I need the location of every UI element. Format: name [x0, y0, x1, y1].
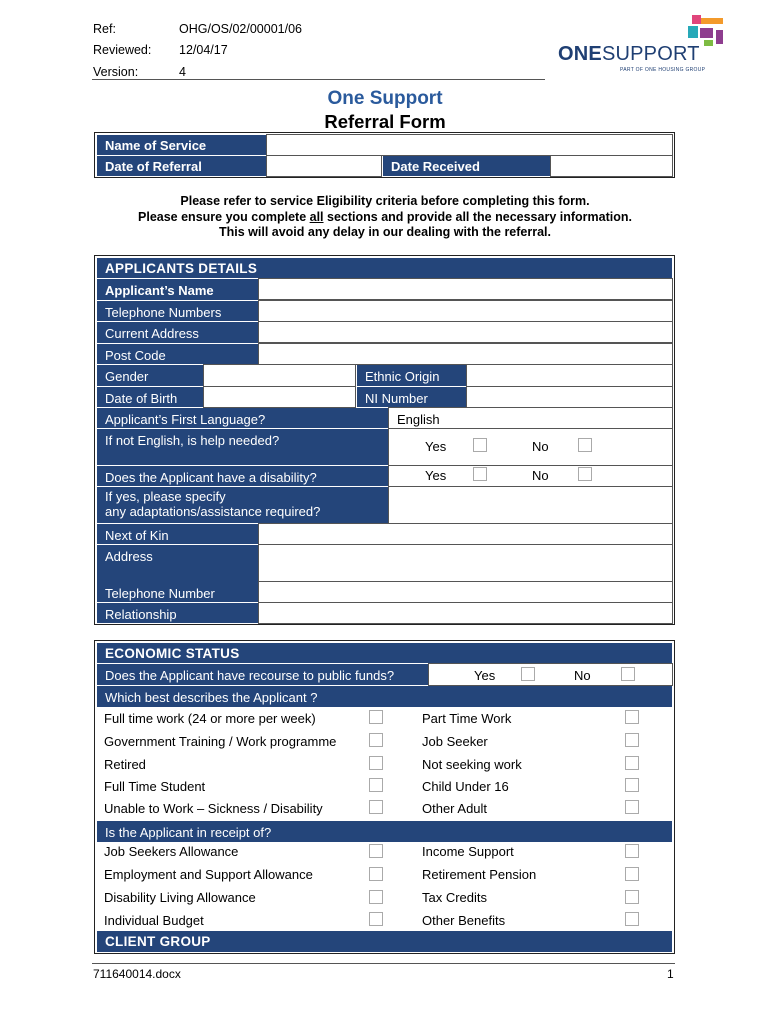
describe-option-label: Full Time Student: [104, 779, 206, 794]
date-received-field[interactable]: [550, 155, 673, 177]
telephone-numbers-label: Telephone Numbers: [97, 301, 258, 321]
benefit-option-label: Tax Credits: [422, 890, 488, 905]
applicants-details-heading: APPLICANTS DETAILS: [97, 258, 672, 278]
date-of-referral-label: Date of Referral: [97, 156, 266, 176]
help-needed-yes-checkbox[interactable]: [473, 438, 487, 452]
help-needed-no-label: No: [532, 439, 549, 454]
header-rule: [92, 79, 545, 80]
disability-no-checkbox[interactable]: [578, 467, 592, 481]
benefit-option-checkbox[interactable]: [625, 844, 639, 858]
ni-number-label: NI Number: [357, 387, 466, 407]
next-of-kin-field[interactable]: [258, 523, 673, 545]
describe-option-label: Other Adult: [422, 801, 488, 816]
current-address-field[interactable]: [258, 321, 673, 343]
benefit-option-label: Income Support: [422, 844, 514, 859]
adaptations-label-line2: any adaptations/assistance required?: [105, 504, 321, 519]
post-code-label: Post Code: [97, 344, 258, 364]
date-of-birth-label: Date of Birth: [97, 387, 203, 407]
reviewed-label: Reviewed:: [93, 43, 152, 57]
name-of-service-field[interactable]: [266, 134, 673, 156]
describe-option-checkbox[interactable]: [369, 756, 383, 770]
adaptations-label: [97, 487, 388, 523]
instruction-line-1: Please refer to service Eligibility criteria before completing this form.: [180, 194, 590, 208]
benefit-option-label: Job Seekers Allowance: [104, 844, 239, 859]
ethnic-origin-field[interactable]: [466, 364, 673, 387]
describe-option-label: Job Seeker: [422, 734, 488, 749]
describe-option-label: Part Time Work: [422, 711, 512, 726]
describe-option-checkbox[interactable]: [625, 800, 639, 814]
benefit-option-checkbox[interactable]: [369, 844, 383, 858]
applicants-details-section: [94, 255, 675, 625]
client-group-heading: CLIENT GROUP: [97, 931, 672, 952]
help-needed-no-checkbox[interactable]: [578, 438, 592, 452]
date-received-label: Date Received: [383, 156, 550, 176]
benefit-option-checkbox[interactable]: [369, 867, 383, 881]
name-of-service-label: Name of Service: [97, 135, 266, 155]
describe-option-label: Unable to Work – Sickness / Disability: [104, 801, 323, 816]
logo-tagline: PART OF ONE HOUSING GROUP: [620, 67, 706, 73]
logo-mark-teal: [688, 26, 698, 38]
benefit-option-checkbox[interactable]: [625, 890, 639, 904]
footer-filename: 711640014.docx: [93, 967, 181, 981]
instruction-line-2: Please ensure you complete all sections and provide all the necessary information.: [138, 210, 632, 224]
benefit-option-label: Employment and Support Allowance: [104, 867, 313, 882]
help-needed-label: If not English, is help needed?: [97, 429, 388, 465]
public-funds-no-label: No: [574, 668, 591, 683]
public-funds-yes-label: Yes: [474, 668, 496, 683]
post-code-field[interactable]: [258, 343, 673, 365]
describe-option-label: Child Under 16: [422, 779, 509, 794]
logo-mark-green: [704, 40, 713, 46]
help-needed-yes-label: Yes: [425, 439, 447, 454]
economic-status-heading: ECONOMIC STATUS: [97, 643, 672, 663]
current-address-label: Current Address: [97, 322, 258, 343]
describe-option-label: Not seeking work: [422, 757, 522, 772]
ni-number-field[interactable]: [466, 386, 673, 408]
title-one-support: One Support: [327, 88, 443, 109]
date-of-birth-field[interactable]: [203, 386, 356, 408]
economic-status-section: [94, 640, 675, 954]
first-language-label: Applicant’s First Language?: [97, 408, 388, 428]
describe-option-checkbox[interactable]: [369, 778, 383, 792]
public-funds-no-checkbox[interactable]: [621, 667, 635, 681]
describe-option-checkbox[interactable]: [369, 800, 383, 814]
applicant-name-field[interactable]: [258, 278, 673, 300]
kin-telephone-field[interactable]: [258, 581, 673, 603]
footer-rule: [92, 963, 675, 964]
onesupport-logo: [558, 12, 728, 74]
logo-mark-orange: [701, 18, 723, 24]
version-label: Version:: [93, 65, 139, 79]
describe-option-checkbox[interactable]: [625, 710, 639, 724]
logo-mark-purple-2: [716, 30, 723, 44]
disability-label: Does the Applicant have a disability?: [97, 466, 388, 486]
date-of-referral-field[interactable]: [266, 155, 382, 177]
public-funds-yes-checkbox[interactable]: [521, 667, 535, 681]
disability-no-label: No: [532, 468, 549, 483]
benefit-option-label: Disability Living Allowance: [104, 890, 256, 905]
describes-applicant-heading: Which best describes the Applicant ?: [97, 686, 672, 707]
footer-page-number: 1: [667, 967, 674, 981]
disability-yes-label: Yes: [425, 468, 447, 483]
ref-label: Ref:: [93, 22, 116, 36]
title-referral-form: Referral Form: [324, 111, 446, 132]
first-language-field[interactable]: English: [388, 407, 673, 429]
instruction-line-3: This will avoid any delay in our dealing with the referral.: [218, 225, 552, 239]
benefit-option-checkbox[interactable]: [369, 912, 383, 926]
benefit-option-label: Retirement Pension: [422, 867, 537, 882]
public-funds-label: Does the Applicant have recourse to public funds?: [97, 664, 428, 685]
ethnic-origin-label: Ethnic Origin: [357, 365, 466, 386]
public-funds-field: [428, 663, 673, 686]
relationship-label: Relationship: [97, 603, 258, 623]
describe-option-checkbox[interactable]: [369, 733, 383, 747]
disability-yes-checkbox[interactable]: [473, 467, 487, 481]
describe-option-checkbox[interactable]: [369, 710, 383, 724]
describe-option-label: Government Training / Work programme: [104, 734, 337, 749]
benefit-option-label: Other Benefits: [422, 913, 506, 928]
describe-option-label: Full time work (24 or more per week): [104, 711, 316, 726]
version-value: 4: [179, 65, 186, 79]
telephone-numbers-field[interactable]: [258, 300, 673, 322]
benefit-option-checkbox[interactable]: [369, 890, 383, 904]
logo-wordmark: ONESUPPORT: [558, 43, 700, 65]
benefit-option-checkbox[interactable]: [625, 867, 639, 881]
service-table: [94, 132, 675, 178]
gender-field[interactable]: [203, 364, 356, 387]
next-of-kin-label: Next of Kin: [97, 524, 258, 544]
logo-mark-pink: [692, 15, 701, 24]
describe-option-checkbox[interactable]: [625, 778, 639, 792]
describe-option-label: Retired: [104, 757, 146, 772]
logo-mark-purple: [700, 28, 713, 38]
describe-option-checkbox[interactable]: [625, 733, 639, 747]
ref-value: OHG/OS/02/00001/06: [179, 22, 302, 36]
kin-telephone-label: Telephone Number: [97, 582, 258, 602]
benefit-option-label: Individual Budget: [104, 913, 204, 928]
gender-label: Gender: [97, 365, 203, 386]
describe-option-checkbox[interactable]: [625, 756, 639, 770]
applicant-name-label: Applicant’s Name: [97, 279, 258, 300]
receipt-of-heading: Is the Applicant in receipt of?: [97, 821, 672, 842]
relationship-field[interactable]: [258, 602, 673, 624]
reviewed-value: 12/04/17: [179, 43, 228, 57]
kin-address-label: Address: [97, 545, 258, 582]
adaptations-label-line1: If yes, please specify: [105, 489, 226, 504]
benefit-option-checkbox[interactable]: [625, 912, 639, 926]
adaptations-field[interactable]: [388, 486, 673, 524]
kin-address-field[interactable]: [258, 544, 673, 582]
